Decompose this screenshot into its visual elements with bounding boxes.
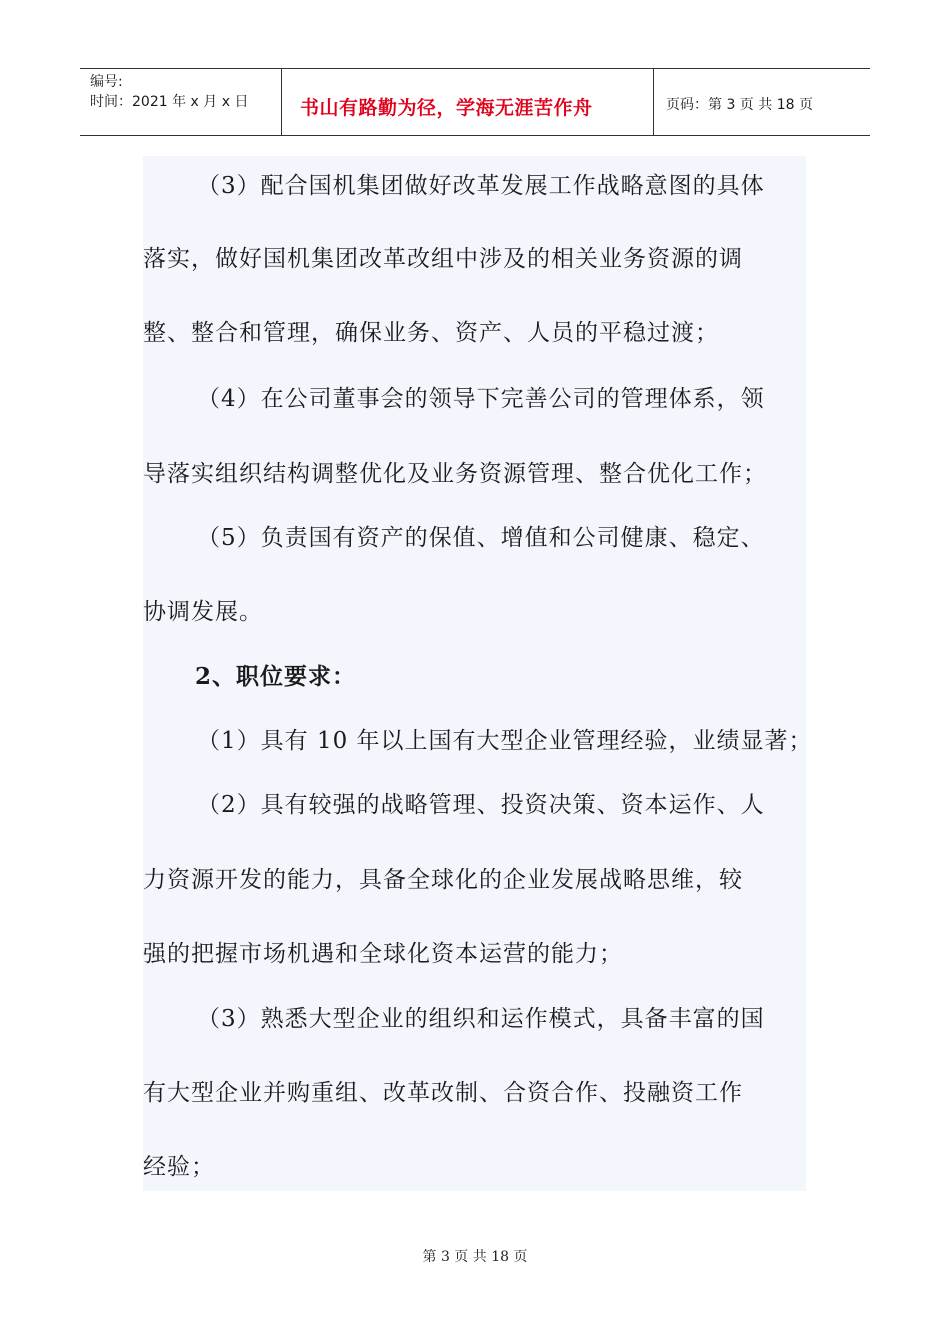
header-motto: 书山有路勤为径，学海无涯苦作舟	[300, 97, 593, 119]
paragraph-line: 有大型企业并购重组、改革改制、合资合作、投融资工作	[143, 1080, 743, 1106]
header-left-cell	[80, 69, 282, 135]
paragraph-line: 落实，做好国机集团改革改组中涉及的相关业务资源的调	[143, 246, 743, 272]
document-number-label: 编号:	[90, 74, 123, 90]
header-middle-cell	[282, 69, 654, 135]
page-footer: 第 3 页 共 18 页	[422, 1249, 528, 1265]
paragraph-line: （5）负责国有资产的保值、增值和公司健康、稳定、	[197, 525, 765, 551]
paragraph-line: （3）配合国机集团做好改革发展工作战略意图的具体	[197, 173, 765, 199]
paragraph-line: 强的把握市场机遇和全球化资本运营的能力；	[143, 941, 623, 967]
paragraph-line: 导落实组织结构调整优化及业务资源管理、整合优化工作；	[143, 461, 767, 487]
document-date-label: 时间：2021 年 x 月 x 日	[90, 94, 249, 110]
paragraph-line: （1）具有 10 年以上国有大型企业管理经验，业绩显著；	[197, 728, 813, 754]
paragraph-line: （2）具有较强的战略管理、投资决策、资本运作、人	[197, 792, 765, 818]
paragraph-line: 协调发展。	[143, 599, 263, 625]
paragraph-line: 经验；	[143, 1154, 215, 1180]
paragraph-line: 整、整合和管理，确保业务、资产、人员的平稳过渡；	[143, 320, 719, 346]
paragraph-line: （3）熟悉大型企业的组织和运作模式，具备丰富的国	[197, 1006, 765, 1032]
page-header	[80, 68, 870, 136]
header-page-info: 页码：第 3 页 共 18 页	[666, 97, 813, 113]
paragraph-line: （4）在公司董事会的领导下完善公司的管理体系，领	[197, 386, 765, 412]
section-heading: 2、职位要求：	[195, 663, 357, 690]
header-right-cell	[654, 69, 870, 135]
paragraph-line: 力资源开发的能力，具备全球化的企业发展战略思维，较	[143, 867, 743, 893]
